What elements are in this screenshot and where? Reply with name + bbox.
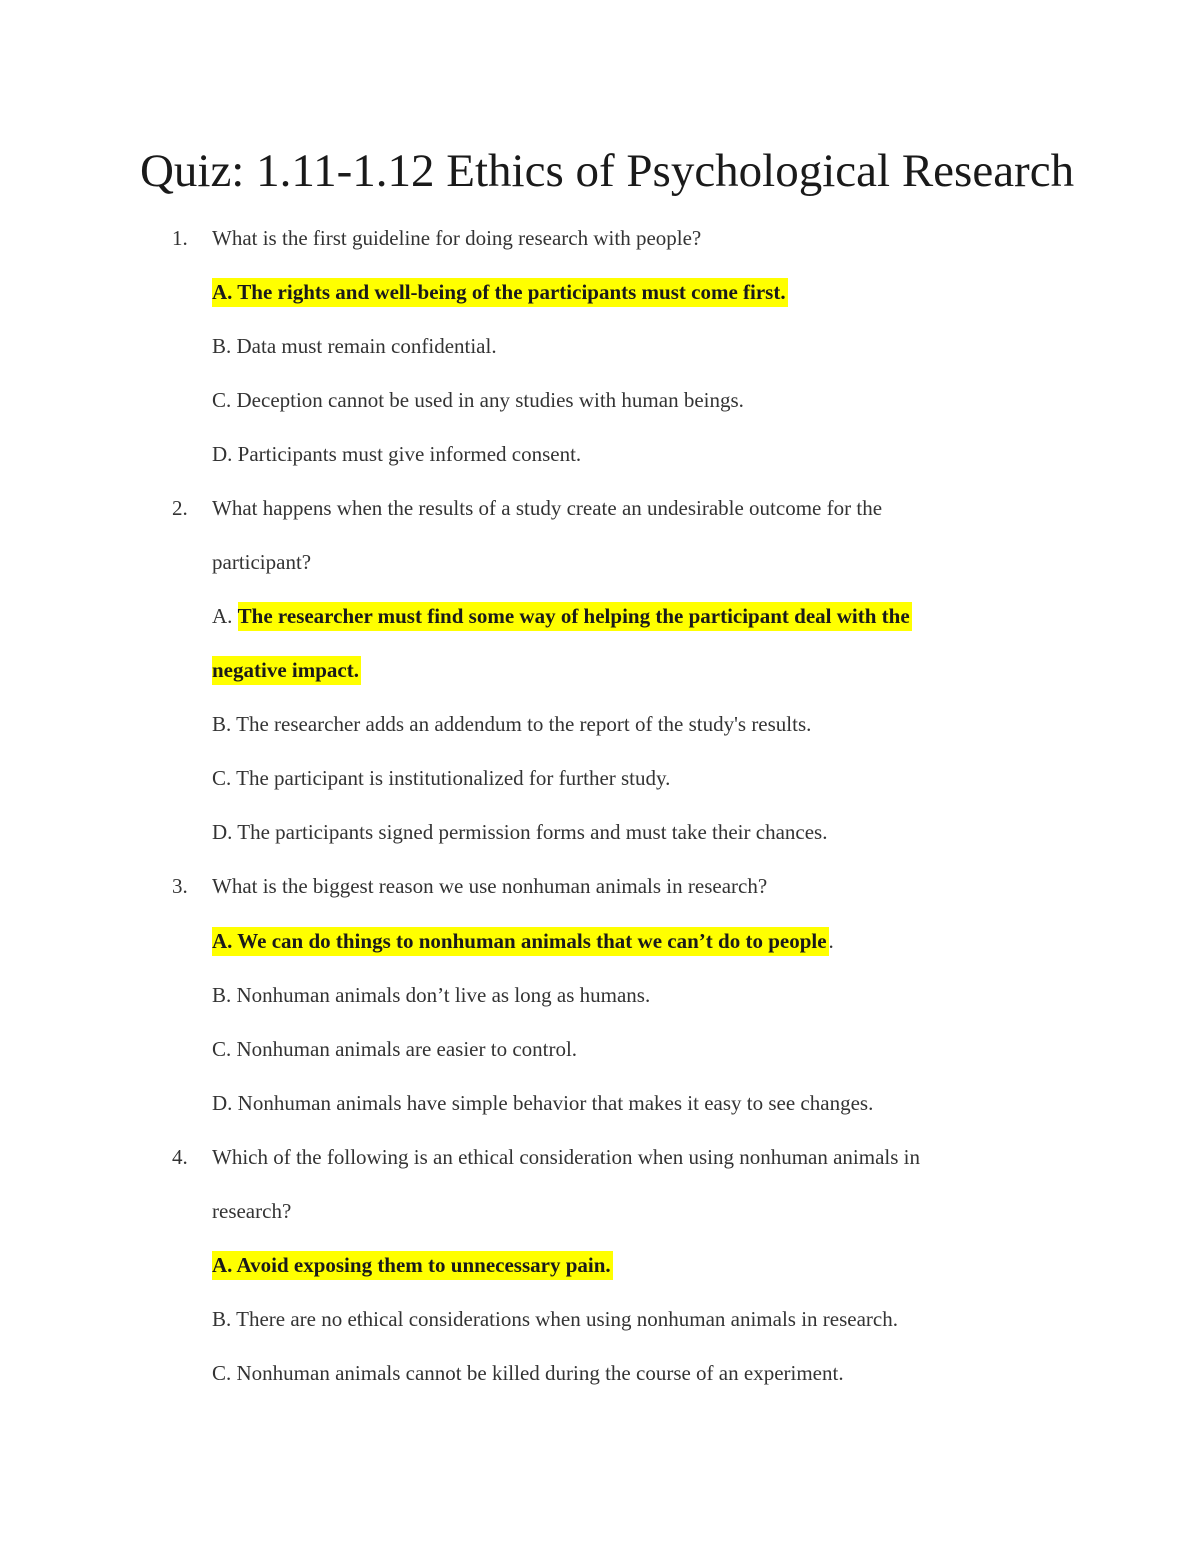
answer-option: B. There are no ethical considerations when using nonhuman animals in research. xyxy=(212,1307,898,1331)
answer-option: D. Participants must give informed consent. xyxy=(212,442,582,466)
question-text: What is the first guideline for doing research with people? xyxy=(212,226,702,250)
correct-answer xyxy=(212,926,834,956)
correct-answer xyxy=(212,601,912,631)
answer-option: B. Nonhuman animals don’t live as long as humans. xyxy=(212,983,651,1007)
answer-prefix: A. xyxy=(212,604,238,628)
answer-option: D. Nonhuman animals have simple behavior that makes it easy to see changes. xyxy=(212,1091,874,1115)
answer-option: B. Data must remain confidential. xyxy=(212,334,497,358)
question-number: 4. xyxy=(172,1145,188,1169)
answer-option: C. Deception cannot be used in any studies with human beings. xyxy=(212,388,744,412)
correct-answer xyxy=(212,655,361,685)
answer-highlight: A. We can do things to nonhuman animals that we can’t do to people xyxy=(212,927,829,956)
answer-option: C. Nonhuman animals are easier to control. xyxy=(212,1037,578,1061)
answer-option: C. Nonhuman animals cannot be killed during the course of an experiment. xyxy=(212,1361,844,1385)
question-number: 3. xyxy=(172,874,188,898)
question-text: research? xyxy=(212,1199,292,1223)
answer-option: B. The researcher adds an addendum to the report of the study's results. xyxy=(212,712,812,736)
answer-option: C. The participant is institutionalized for further study. xyxy=(212,766,671,790)
page-title: Quiz: 1.11-1.12 Ethics of Psychological Research xyxy=(139,145,1075,197)
correct-answer xyxy=(212,1250,613,1280)
answer-suffix: . xyxy=(828,929,834,953)
correct-answer xyxy=(212,277,788,307)
answer-highlight: The researcher must find some way of helping the participant deal with the xyxy=(238,602,912,631)
answer-option: D. The participants signed permission forms and must take their chances. xyxy=(212,820,828,844)
question-text: participant? xyxy=(212,550,312,574)
question-text: Which of the following is an ethical consideration when using nonhuman animals in xyxy=(212,1145,921,1169)
question-number: 2. xyxy=(172,496,188,520)
answer-highlight: A. Avoid exposing them to unnecessary pain. xyxy=(212,1251,613,1280)
answer-highlight: A. The rights and well-being of the participants must come first. xyxy=(212,278,788,307)
question-number: 1. xyxy=(172,226,188,250)
question-text: What happens when the results of a study create an undesirable outcome for the xyxy=(212,496,883,520)
question-text: What is the biggest reason we use nonhuman animals in research? xyxy=(212,874,768,898)
answer-highlight: negative impact. xyxy=(212,656,361,685)
